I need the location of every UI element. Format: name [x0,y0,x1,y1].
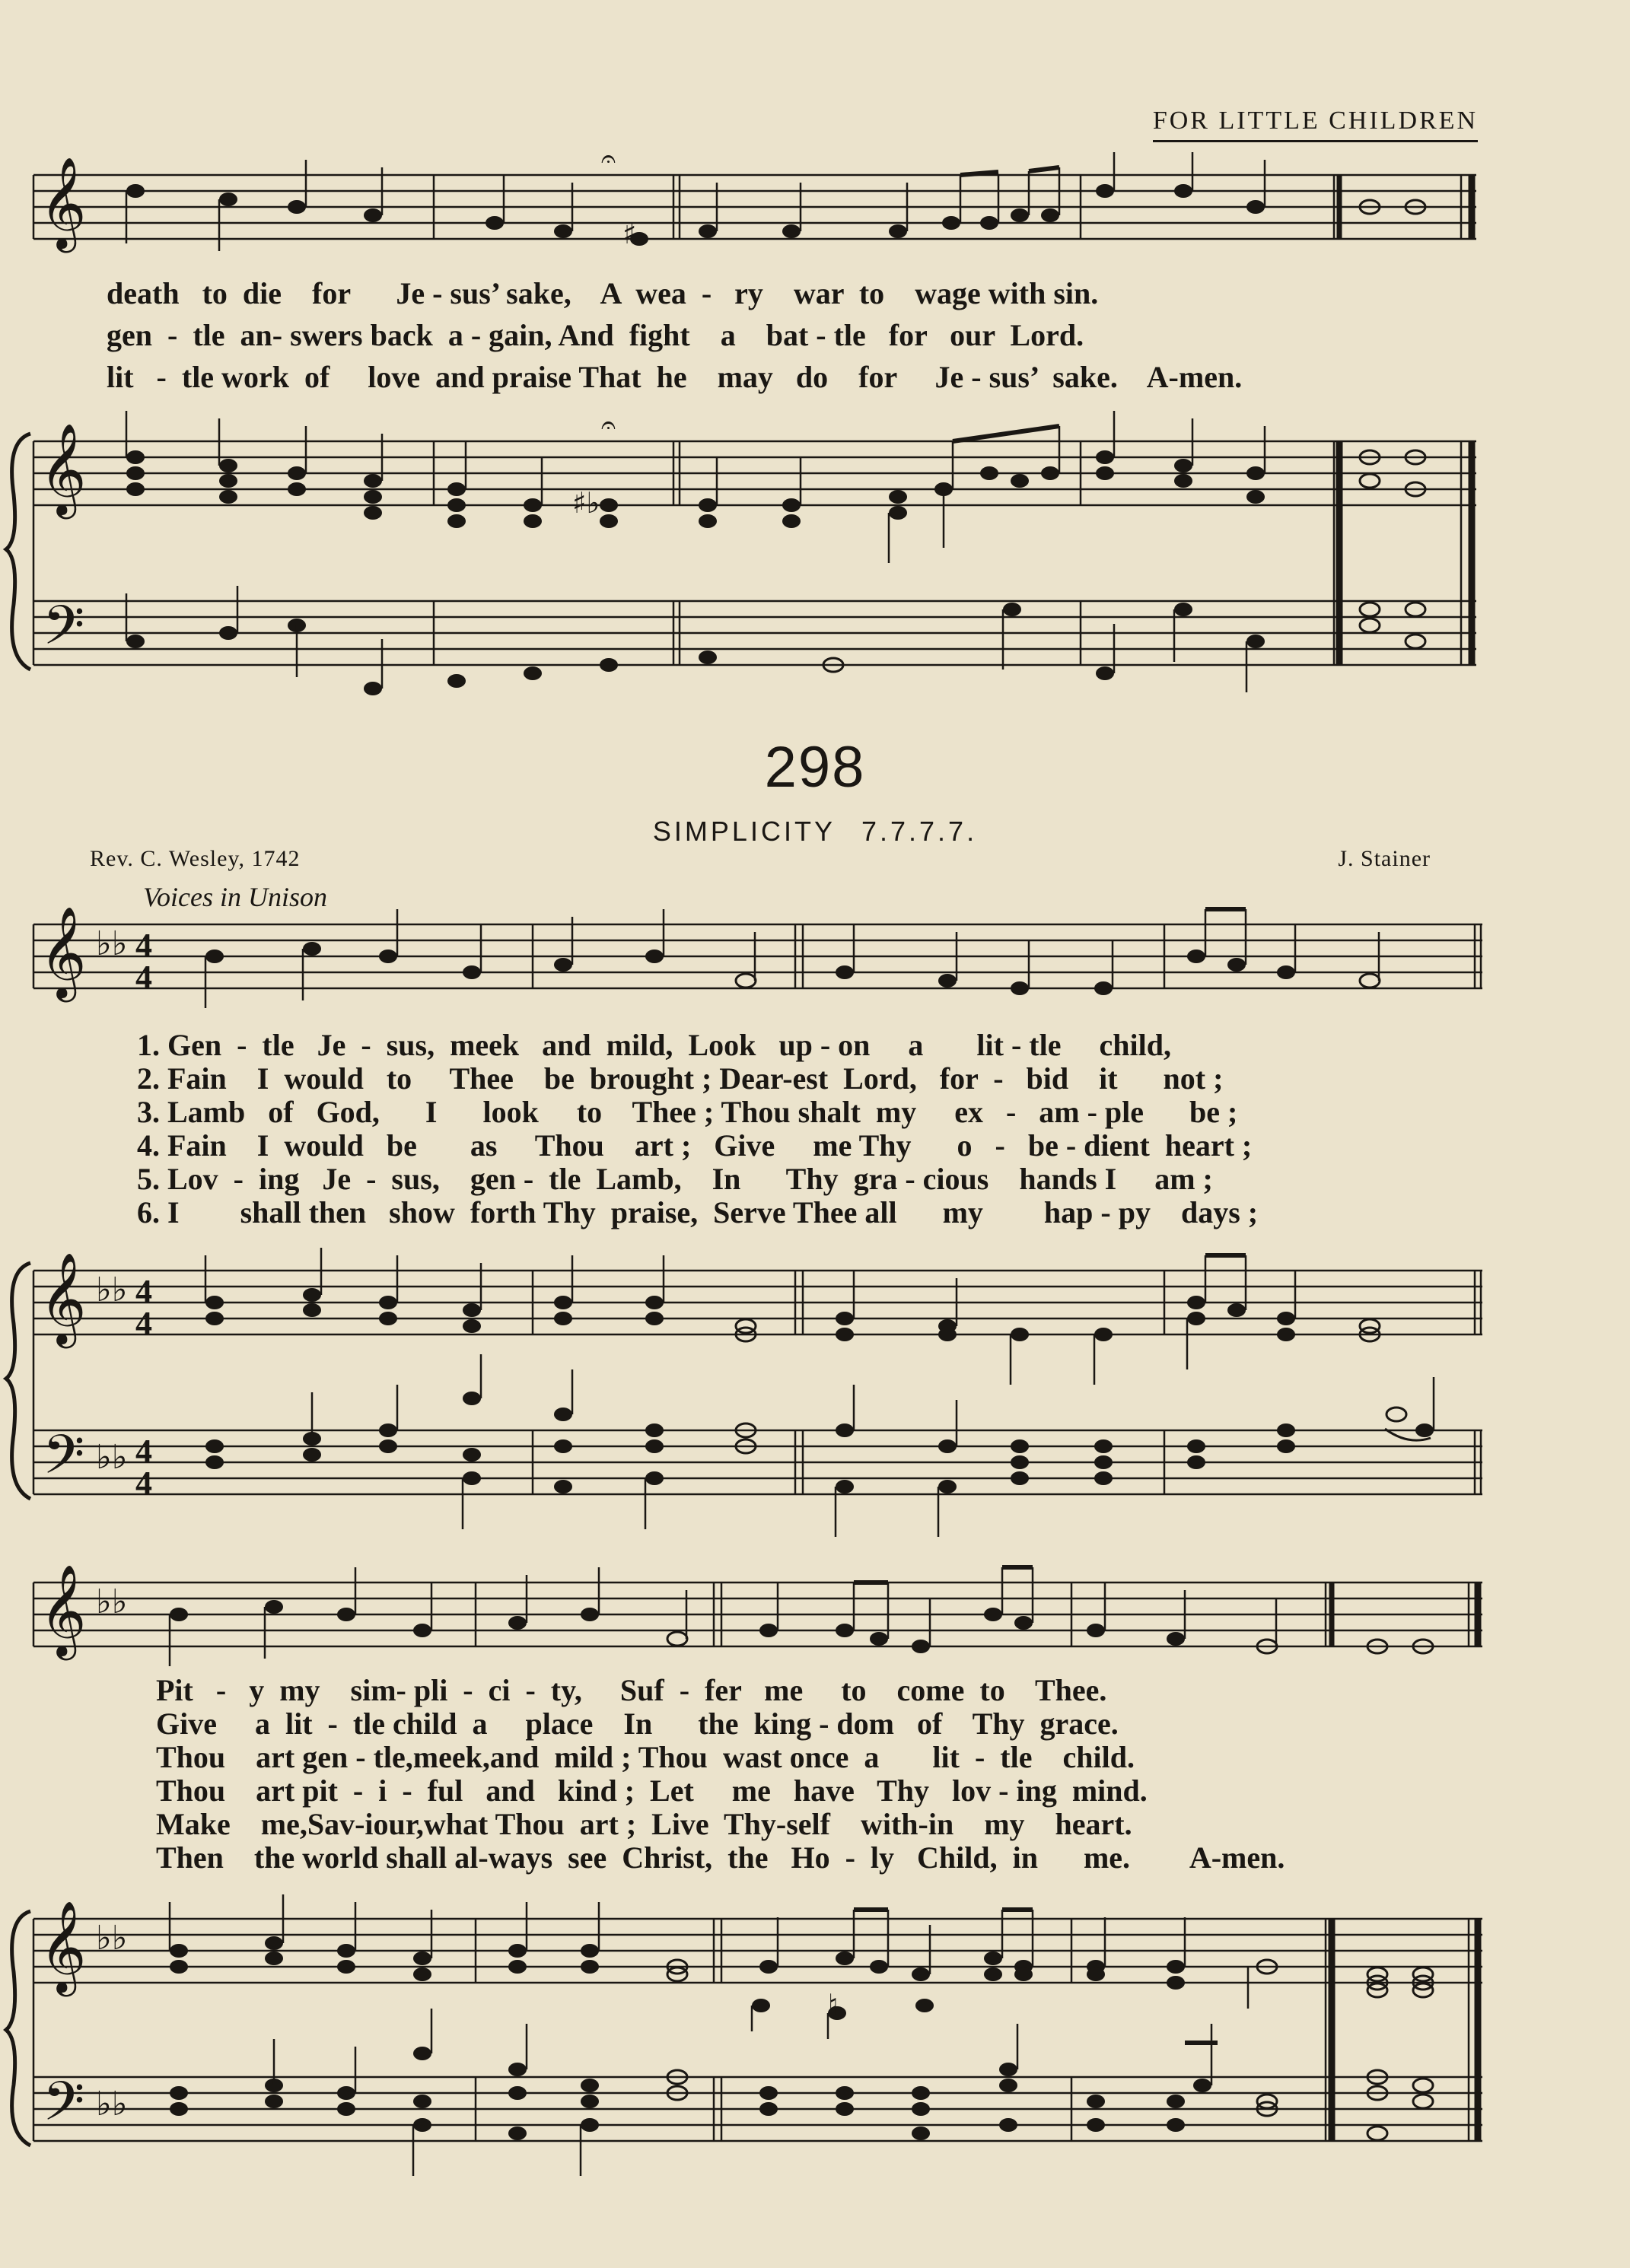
svg-text:𝄐: 𝄐 [601,410,616,441]
verse-line: Thou art gen - tle,meek,and mild ; Thou wast once a lit - tle child. [156,1740,1135,1774]
svg-text:♭♭: ♭♭ [96,1271,128,1309]
svg-text:4: 4 [135,1465,152,1502]
top-lyric-line: gen - tle an- swers back a - gain, And fight a bat - tle for our Lord. [107,318,1084,352]
top-lyric-line: death to die for Je - sus’ sake, A wea - ry war to wage with sin. [107,276,1099,310]
svg-text:𝄢: 𝄢 [43,594,85,670]
running-head: FOR LITTLE CHILDREN [1153,107,1478,142]
svg-text:4: 4 [135,959,152,996]
hymn-number: 298 [764,735,866,800]
svg-text:𝄞: 𝄞 [40,905,87,998]
svg-text:4: 4 [135,1433,152,1470]
svg-text:𝄞: 𝄞 [40,422,87,515]
svg-text:𝄢: 𝄢 [43,1423,85,1500]
svg-text:4: 4 [135,927,152,964]
svg-text:♭♭: ♭♭ [96,2085,128,2123]
hymn-b-accompaniment-staves [0,1879,1630,2199]
svg-text:𝄢: 𝄢 [43,2070,85,2146]
svg-text:4: 4 [135,1273,152,1310]
svg-text:𝄞: 𝄞 [40,156,87,249]
verse-line: 1. Gen - tle Je - sus, meek and mild, Look up - on a lit - tle child, [137,1028,1171,1062]
verse-line: 3. Lamb of God, I look to Thee ; Thou shalt my ex - am - ple be ; [137,1095,1238,1129]
svg-text:𝄞: 𝄞 [40,1252,87,1344]
verse-line: 6. I shall then show forth Thy praise, Serve Thee all my hap - py days ; [137,1195,1259,1229]
svg-text:♮: ♮ [828,1988,839,2021]
composer-credit: J. Stainer [1338,846,1431,871]
top-lyric-line: lit - tle work of love and praise That he may do for Je - sus’ sake. A-men. [107,360,1243,394]
top-accompaniment-staves [0,411,1630,715]
verse-line: Then the world shall al-ways see Christ, the Ho - ly Child, in me. A-men. [156,1840,1285,1875]
verse-line: Pit - y my sim- pli - ci - ty, Suf - fer me to come to Thee. [156,1673,1107,1707]
svg-text:𝄞: 𝄞 [40,1563,87,1656]
performance-direction: Voices in Unison [143,882,327,912]
svg-text:♭♭: ♭♭ [96,1919,128,1958]
svg-text:♭♭: ♭♭ [96,1438,128,1477]
verse-line: Make me,Sav-iour,what Thou art ; Live Thy-self with-in my heart. [156,1807,1132,1841]
svg-text:𝄞: 𝄞 [40,1900,87,1993]
tune-name: SIMPLICITY [652,816,836,847]
verse-line: 4. Fain I would be as Thou art ; Give me Thy o - be - dient heart ; [137,1128,1253,1163]
verse-line: Thou art pit - i - ful and kind ; Let me have Thy lov - ing mind. [156,1773,1148,1808]
verse-line: Give a lit - tle child a place In the king - dom of Thy grace. [156,1707,1119,1741]
hymn-a-accompaniment-staves [0,1240,1630,1544]
svg-text:♯: ♯ [622,217,637,250]
svg-text:♭♭: ♭♭ [96,924,128,963]
top-melody-staff [0,144,1630,289]
svg-text:♭♭: ♭♭ [96,1583,128,1621]
svg-text:♯♭: ♯♭ [572,486,600,520]
tune-heading [0,816,1630,848]
verse-line: 2. Fain I would to Thee be brought ; Dear-est Lord, for - bid it not ; [137,1061,1224,1096]
svg-text:𝄐: 𝄐 [601,144,616,174]
author-credit: Rev. C. Wesley, 1742 [90,846,301,871]
verse-line: 5. Lov - ing Je - sus, gen - tle Lamb, In Thy gra - cious hands I am ; [137,1162,1213,1196]
hymn-b-melody-staff [0,1563,1630,1689]
hymn-a-melody-staff [0,905,1630,1031]
tune-meter: 7.7.7.7. [861,816,978,847]
svg-text:4: 4 [135,1305,152,1342]
